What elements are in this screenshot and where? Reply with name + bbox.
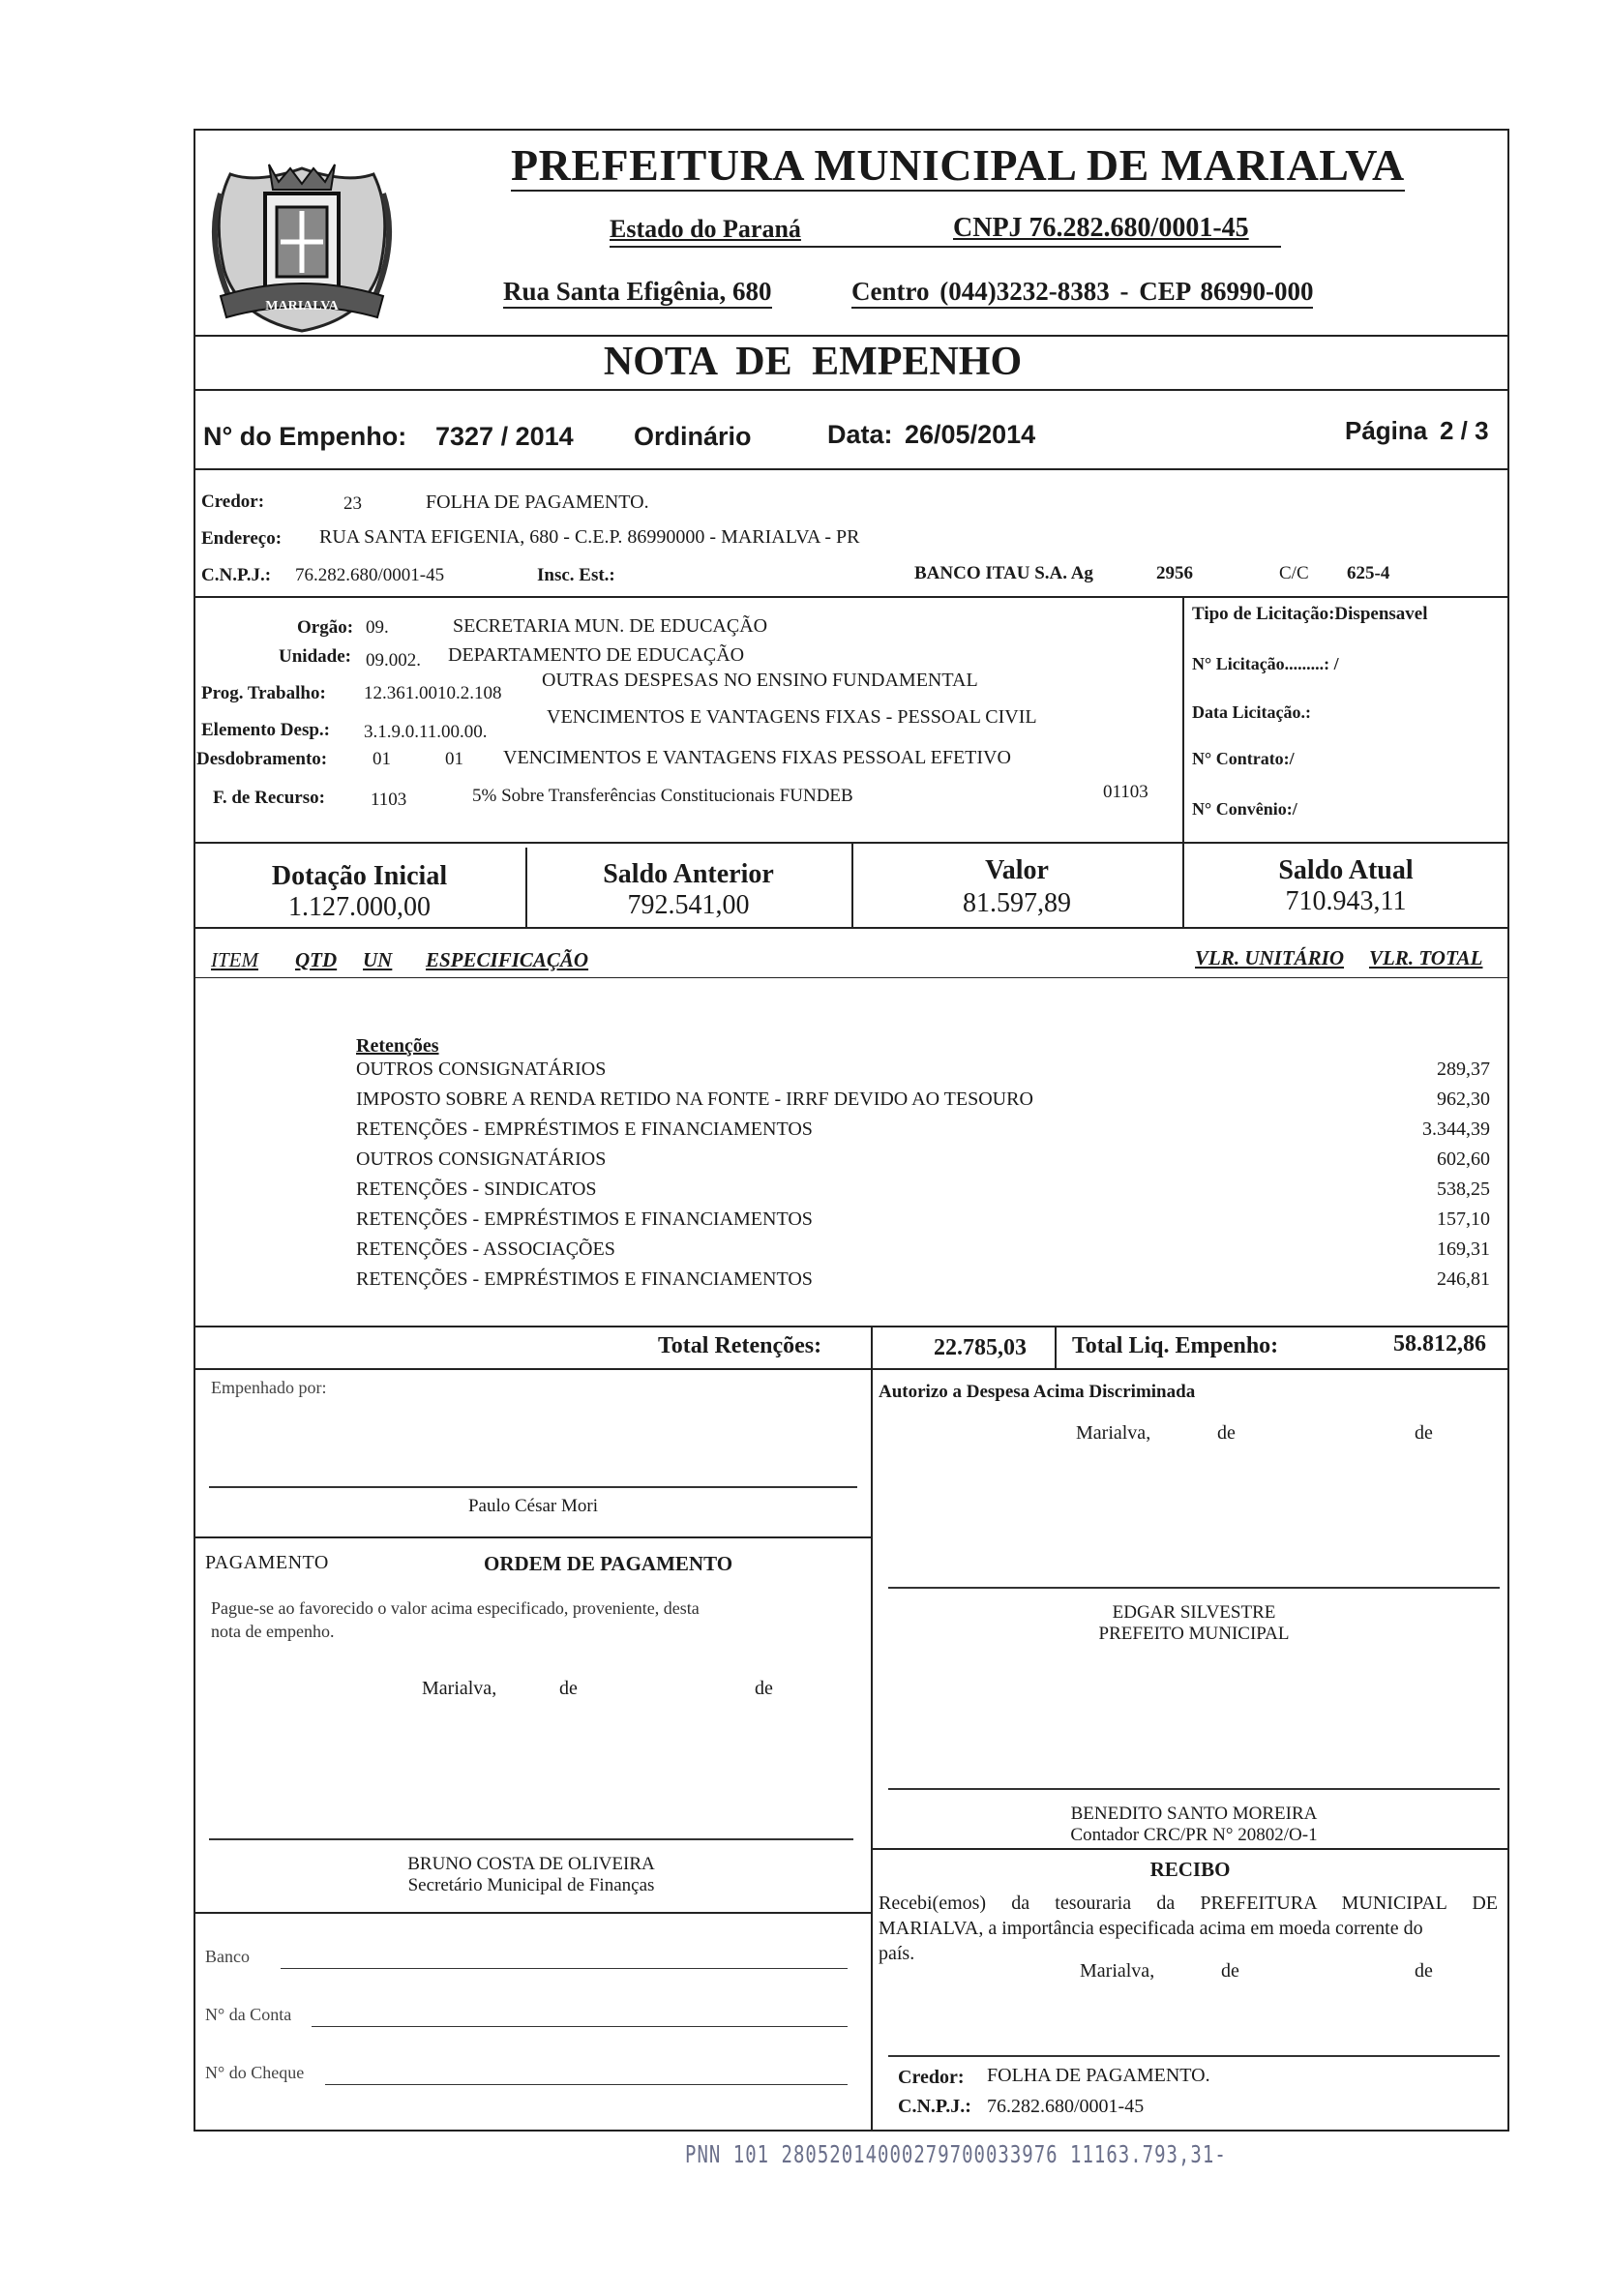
conta-label: N° da Conta (205, 2005, 292, 2024)
desdobramento-b: 01 (445, 749, 463, 769)
prefeito-name: EDGAR SILVESTRE (1112, 1602, 1276, 1623)
dotacao-label: Dotação Inicial (271, 861, 448, 891)
valor-label: Valor (985, 855, 1049, 885)
bank-agency: 2956 (1156, 563, 1193, 583)
recibo-place: Marialva, (1080, 1960, 1155, 1982)
page-title: PREFEITURA MUNICIPAL DE MARIALVA (511, 140, 1405, 190)
recibo-cnpj-label: C.N.P.J.: (898, 2096, 971, 2117)
cc-value: 625-4 (1347, 563, 1390, 583)
retencao-desc: IMPOSTO SOBRE A RENDA RETIDO NA FONTE - IRRF DEVIDO AO TESOURO (356, 1088, 1033, 1110)
signature-line (888, 1587, 1500, 1589)
retencao-desc: OUTROS CONSIGNATÁRIOS (356, 1148, 607, 1170)
autorizo-de2: de (1415, 1422, 1433, 1444)
retencao-value: 602,60 (1437, 1148, 1490, 1170)
elemento-name: VENCIMENTOS E VANTAGENS FIXAS - PESSOAL CIVIL (547, 706, 1037, 728)
pague-text-line2: nota de empenho. (211, 1622, 335, 1641)
col-vlr-total: VLR. TOTAL (1369, 946, 1483, 969)
cnpj-value: 76.282.680/0001-45 (295, 565, 445, 585)
conta-field-line[interactable] (312, 2026, 848, 2027)
retencao-value: 962,30 (1437, 1088, 1490, 1110)
ordem-place: Marialva, (422, 1678, 497, 1699)
retencao-row (356, 1208, 1490, 1237)
cc-label: C/C (1279, 563, 1309, 583)
dotacao-value: 1.127.000,00 (288, 892, 431, 922)
cheque-field-line[interactable] (325, 2084, 848, 2085)
retencao-desc: RETENÇÕES - SINDICATOS (356, 1178, 597, 1200)
divider (871, 1326, 873, 1368)
prog-name: OUTRAS DESPESAS NO ENSINO FUNDAMENTAL (542, 670, 978, 691)
desdobramento-a: 01 (373, 749, 391, 769)
unidade-label: Unidade: (279, 646, 351, 667)
credor-code: 23 (343, 493, 362, 514)
divider (194, 927, 1509, 929)
orgao-label: Orgão: (297, 617, 354, 638)
retencao-desc: RETENÇÕES - EMPRÉSTIMOS E FINANCIAMENTOS (356, 1118, 813, 1140)
retencao-desc: RETENÇÕES - EMPRÉSTIMOS E FINANCIAMENTOS (356, 1268, 813, 1290)
saldo-atual-value: 710.943,11 (1285, 886, 1407, 916)
recibo-line1: Recebi(emos) da tesouraria da PREFEITURA MUNICIPAL DE (879, 1893, 1498, 1914)
saldo-anterior-value: 792.541,00 (627, 890, 750, 920)
bank-name: BANCO ITAU S.A. Ag (914, 563, 1093, 583)
recibo-line3: país. (879, 1943, 915, 1964)
total-liquido-label: Total Liq. Empenho: (1072, 1333, 1279, 1358)
col-especificacao: ESPECIFICAÇÃO (426, 948, 589, 971)
total-liquido-value: 58.812,86 (1393, 1331, 1486, 1357)
empenho-number-label: N° do Empenho: (203, 422, 407, 451)
retencao-row (356, 1268, 1490, 1297)
desdobramento-label: Desdobramento: (196, 749, 328, 769)
empenhado-por-label: Empenhado por: (211, 1378, 327, 1397)
retencao-value: 246,81 (1437, 1268, 1490, 1290)
retencao-desc: OUTROS CONSIGNATÁRIOS (356, 1059, 607, 1080)
orgao-code: 09. (366, 617, 389, 638)
divider (194, 596, 1509, 598)
retencao-row (356, 1088, 1490, 1118)
header-cnpj: CNPJ 76.282.680/0001-45 (953, 213, 1249, 243)
divider (194, 1368, 1509, 1370)
retencao-value: 538,25 (1437, 1178, 1490, 1200)
contador-title: Contador CRC/PR N° 20802/O-1 (1070, 1825, 1318, 1845)
retencoes-title: Retenções (356, 1035, 439, 1057)
crest-text: MARIALVA (265, 299, 339, 313)
retencao-value: 3.344,39 (1422, 1118, 1490, 1140)
autorizo-de1: de (1217, 1422, 1236, 1444)
recibo-line2: MARIALVA, a importância especificada acima em moeda corrente do (879, 1918, 1423, 1939)
secretario-title: Secretário Municipal de Finanças (407, 1875, 655, 1895)
page-label: Página (1345, 416, 1428, 445)
divider (194, 977, 1509, 978)
insc-label: Insc. Est.: (537, 565, 615, 585)
divider (194, 1536, 871, 1538)
divider (194, 468, 1509, 470)
retencao-row (356, 1148, 1490, 1178)
credor-label: Credor: (201, 492, 265, 512)
divider (194, 389, 1509, 391)
signature-line (209, 1486, 857, 1488)
header-address: Centro (044)3232-8383 - CEP 86990-000 (851, 277, 1313, 309)
empenhado-name: Paulo César Mori (467, 1496, 599, 1516)
header-state: Estado do Paraná (610, 215, 801, 243)
recibo-de1: de (1221, 1960, 1239, 1982)
licitacao-tipo: Tipo de Licitação:Dispensavel (1192, 604, 1428, 624)
unidade-code: 09.002. (366, 650, 421, 671)
crest-icon (201, 155, 402, 337)
document-type-title: NOTA DE EMPENHO (603, 340, 1023, 384)
divider (1055, 1326, 1057, 1368)
recibo-credor-label: Credor: (898, 2067, 965, 2088)
retencao-value: 289,37 (1437, 1059, 1490, 1080)
recurso-label: F. de Recurso: (213, 788, 325, 808)
empenho-date-label: Data: (827, 420, 893, 449)
saldo-atual-label: Saldo Atual (1278, 855, 1414, 885)
divider (871, 1848, 1509, 1850)
cheque-label: N° do Cheque (205, 2063, 305, 2082)
ordem-de1: de (559, 1678, 578, 1699)
banco-label: Banco (205, 1947, 250, 1966)
empenho-number: 7327 / 2014 (435, 422, 574, 451)
retencao-row (356, 1118, 1490, 1148)
col-vlr-unitario: VLR. UNITÁRIO (1195, 946, 1345, 969)
col-item: ITEM (211, 948, 258, 971)
licitacao-data: Data Licitação.: (1192, 702, 1311, 722)
licitacao-convenio: N° Convênio:/ (1192, 799, 1297, 819)
elemento-label: Elemento Desp.: (201, 720, 330, 740)
ordem-de2: de (755, 1678, 773, 1699)
divider (194, 335, 1509, 337)
header-street: Rua Santa Efigênia, 680 (503, 277, 772, 309)
recurso-name: 5% Sobre Transferências Constitucionais FUNDEB (472, 786, 853, 806)
recibo-cnpj-value: 76.282.680/0001-45 (987, 2096, 1145, 2117)
ordem-pagamento-title: ORDEM DE PAGAMENTO (484, 1552, 733, 1575)
total-retencoes-value: 22.785,03 (934, 1335, 1027, 1360)
desdobramento-name: VENCIMENTOS E VANTAGENS FIXAS PESSOAL EFETIVO (503, 747, 1011, 768)
recibo-title: RECIBO (1149, 1858, 1231, 1881)
autorizo-label: Autorizo a Despesa Acima Discriminada (879, 1382, 1196, 1402)
header-underline-state (610, 246, 1281, 248)
col-qtd: QTD (295, 948, 338, 971)
retencao-desc: RETENÇÕES - ASSOCIAÇÕES (356, 1238, 615, 1260)
total-retencoes-label: Total Retenções: (658, 1333, 822, 1358)
empenho-date: 26/05/2014 (905, 420, 1036, 449)
col-un: UN (363, 948, 393, 971)
unidade-name: DEPARTAMENTO DE EDUCAÇÃO (448, 644, 745, 666)
divider (871, 1368, 873, 2132)
endereco: RUA SANTA EFIGENIA, 680 - C.E.P. 86990000 - MARIALVA - PR (319, 526, 860, 548)
autorizo-place: Marialva, (1076, 1422, 1151, 1444)
orgao-name: SECRETARIA MUN. DE EDUCAÇÃO (453, 615, 768, 637)
licitacao-numero: N° Licitação.........: / (1192, 654, 1339, 673)
elemento-code: 3.1.9.0.11.00.00. (364, 722, 488, 742)
credor-name: FOLHA DE PAGAMENTO. (426, 492, 649, 513)
signature-line (888, 2055, 1500, 2057)
recurso-code: 1103 (371, 790, 407, 810)
divider (1182, 596, 1184, 842)
secretario-name: BRUNO COSTA DE OLIVEIRA (407, 1854, 655, 1874)
pague-text-line1: Pague-se ao favorecido o valor acima especificado, proveniente, desta (211, 1598, 700, 1618)
prog-label: Prog. Trabalho: (201, 683, 326, 703)
signature-line (209, 1838, 853, 1840)
retencao-value: 157,10 (1437, 1208, 1490, 1230)
divider (194, 1326, 1509, 1327)
municipal-crest (201, 155, 402, 337)
valor-value: 81.597,89 (963, 888, 1071, 918)
retencao-value: 169,31 (1437, 1238, 1490, 1260)
recibo-de2: de (1415, 1960, 1433, 1982)
endereco-label: Endereço: (201, 528, 283, 549)
retencao-row (356, 1059, 1490, 1088)
saldo-anterior-label: Saldo Anterior (603, 859, 774, 889)
prefeito-title: PREFEITO MUNICIPAL (1098, 1624, 1290, 1644)
contador-name: BENEDITO SANTO MOREIRA (1070, 1804, 1318, 1824)
prog-code: 12.361.0010.2.108 (364, 683, 502, 703)
banco-field-line[interactable] (281, 1968, 848, 1969)
retencao-desc: RETENÇÕES - EMPRÉSTIMOS E FINANCIAMENTOS (356, 1208, 813, 1230)
empenho-kind: Ordinário (634, 422, 752, 451)
licitacao-contrato: N° Contrato:/ (1192, 749, 1295, 768)
cnpj-label: C.N.P.J.: (201, 565, 272, 585)
signature-line (888, 1788, 1500, 1790)
retencao-row (356, 1178, 1490, 1208)
divider (194, 1912, 871, 1914)
recibo-credor-name: FOLHA DE PAGAMENTO. (987, 2065, 1210, 2086)
retencao-row (356, 1238, 1490, 1267)
recurso-ref: 01103 (1103, 782, 1148, 802)
mechanical-stamp: PNN 101 28052014000279700033976 11163.793,31- (685, 2140, 1227, 2169)
page-number: 2 / 3 (1440, 416, 1489, 445)
pagamento-label: PAGAMENTO (205, 1552, 329, 1573)
